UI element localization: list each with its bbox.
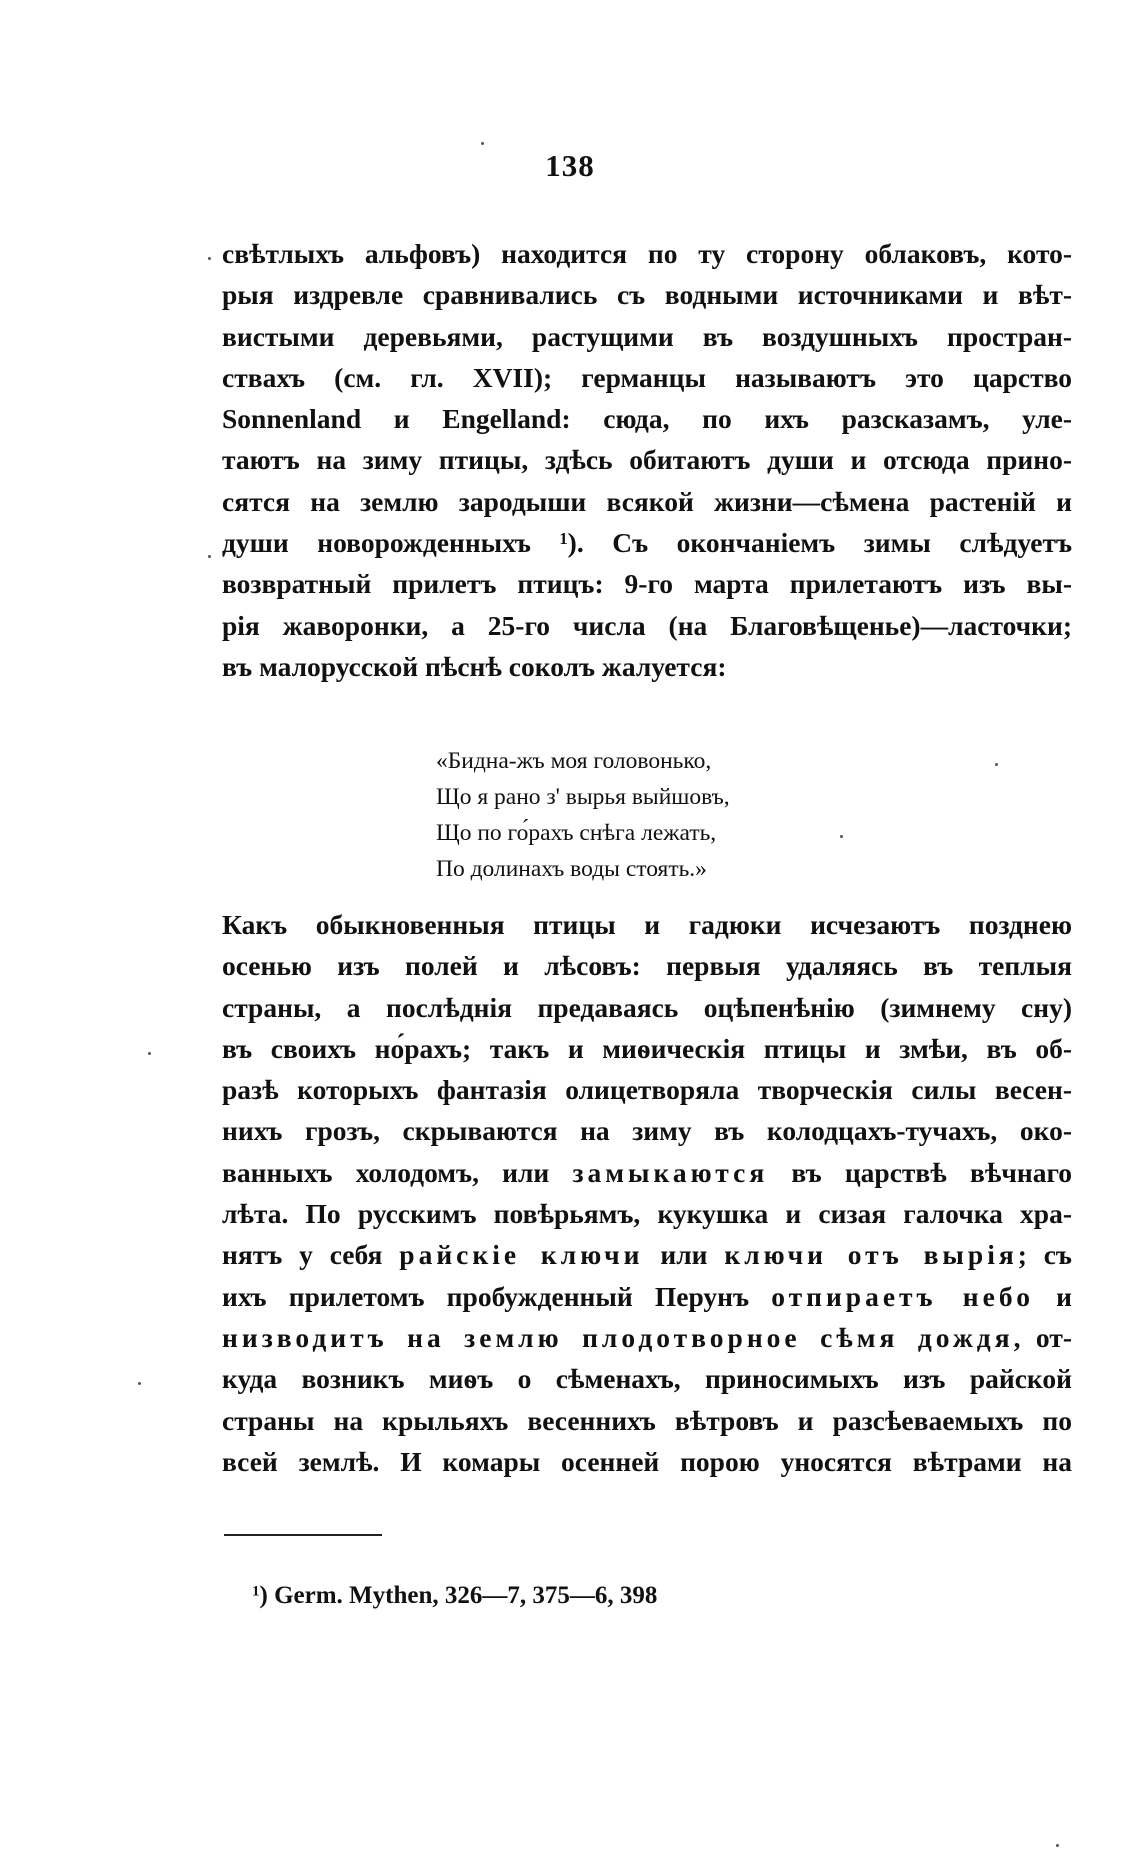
spaced-emphasis: отпираетъ небо: [771, 1280, 1034, 1312]
text-line: въ малорусской пѣснѣ соколъ жалуется:: [222, 650, 727, 682]
text-segment: и: [1033, 1280, 1072, 1312]
footnote-divider: [224, 1534, 382, 1536]
text-line: всей землѣ. И комары осенней порою уносятся вѣтрами на: [222, 1445, 1072, 1477]
scan-speck: [208, 257, 211, 260]
text-line: вистыми деревьями, растущими въ воздушныхъ простран-: [222, 320, 1072, 352]
paragraph-2: [222, 904, 1072, 1482]
scan-speck: [1056, 1844, 1059, 1847]
text-line: [222, 1234, 1072, 1275]
text-line: нихъ грозъ, скрываются на зиму въ колодцахъ-тучахъ, око-: [222, 1115, 1072, 1147]
text-line: таютъ на зиму птицы, здѣсь обитаютъ души и отсюда прино-: [222, 444, 1072, 476]
text-segment: или: [643, 1239, 725, 1271]
text-line: сятся на землю зародыши всякой жизни—сѣмена растеній и: [222, 485, 1072, 517]
footnote-reference: 1: [559, 528, 568, 548]
text-line: рыя издревле сравнивались съ водными источниками и вѣт-: [222, 279, 1072, 311]
poem-line: Що по го́рахъ снѣга лежать,: [436, 820, 717, 846]
poem-line: «Бидна-жъ моя головонько,: [436, 748, 712, 774]
text-line-with-footnote: [222, 522, 1072, 563]
text-line: [222, 1317, 1072, 1358]
page-number: 138: [545, 148, 595, 183]
text-segment: въ царствѣ вѣчнаго: [768, 1156, 1072, 1188]
spaced-emphasis: замыкаются: [572, 1156, 769, 1188]
text-line: осенью изъ полей и лѣсовъ: первыя удаляясь въ теплыя: [222, 950, 1072, 982]
text-line: [222, 1152, 1072, 1193]
text-line: свѣтлыхъ альфовъ) находится по ту сторону облаковъ, кото-: [222, 238, 1072, 269]
text-line: Sonnenland и Engelland: сюда, по ихъ разсказамъ, уле-: [222, 403, 1072, 435]
scan-speck: [138, 1382, 141, 1385]
text-line: [222, 1276, 1072, 1317]
spaced-emphasis: низводитъ на землю плодотворное сѣмя дождя: [222, 1321, 1014, 1353]
text-segment: нятъ у себя: [222, 1239, 400, 1271]
text-segment: души новорожденныхъ: [222, 527, 531, 559]
scan-speck: [840, 835, 843, 838]
scan-speck: [208, 555, 211, 558]
text-line: страны, а послѣднія предаваясь оцѣпенѣнію (зимнему сну): [222, 991, 1072, 1023]
spaced-emphasis: ключи отъ вырія: [724, 1239, 1018, 1271]
text-line: рія жаворонки, а 25-го числа (на Благовѣщенье)—ласточки;: [222, 609, 1072, 641]
text-segment: , от-: [1013, 1321, 1072, 1353]
scan-speck: [995, 763, 998, 766]
poem-line: Що я рано з' вырья выйшовъ,: [436, 784, 730, 810]
text-line: лѣта. По русскимъ повѣрьямъ, кукушка и сизая галочка хра-: [222, 1198, 1072, 1230]
scan-speck: [148, 1052, 151, 1055]
text-line: возвратный прилетъ птицъ: 9-го марта прилетаютъ изъ вы-: [222, 568, 1072, 600]
text-line: въ своихъ но́рахъ; такъ и миѳическія птицы и змѣи, въ об-: [222, 1032, 1072, 1064]
text-segment: ихъ прилетомъ пробужденный Перунъ: [222, 1280, 772, 1312]
poem-quote: [436, 743, 876, 887]
poem-line: По долинахъ воды стоять.»: [436, 856, 707, 882]
spaced-emphasis: райскіе ключи: [399, 1239, 644, 1271]
paragraph-1: [222, 233, 1072, 687]
text-line: ствахъ (см. гл. XVII); германцы называютъ это царство: [222, 361, 1072, 393]
scan-speck: [481, 142, 484, 145]
text-line: куда возникъ миѳъ о сѣменахъ, приносимыхъ изъ райской: [222, 1363, 1072, 1395]
footnote-marker: 1: [252, 1583, 260, 1600]
footnote: [252, 1582, 657, 1610]
text-segment: ванныхъ холодомъ, или: [222, 1156, 573, 1188]
text-line: страны на крыльяхъ весеннихъ вѣтровъ и разсѣеваемыхъ по: [222, 1404, 1072, 1436]
text-line: разѣ которыхъ фантазія олицетворяла творческія силы весен-: [222, 1074, 1072, 1106]
text-segment: ). Съ окончаніемъ зимы слѣдуетъ: [567, 527, 1073, 559]
text-line: Какъ обыкновенныя птицы и гадюки исчезаютъ позднею: [222, 909, 1072, 940]
footnote-text: ) Germ. Mythen, 326—7, 375—6, 398: [259, 1582, 658, 1609]
text-segment: ; съ: [1017, 1239, 1072, 1271]
